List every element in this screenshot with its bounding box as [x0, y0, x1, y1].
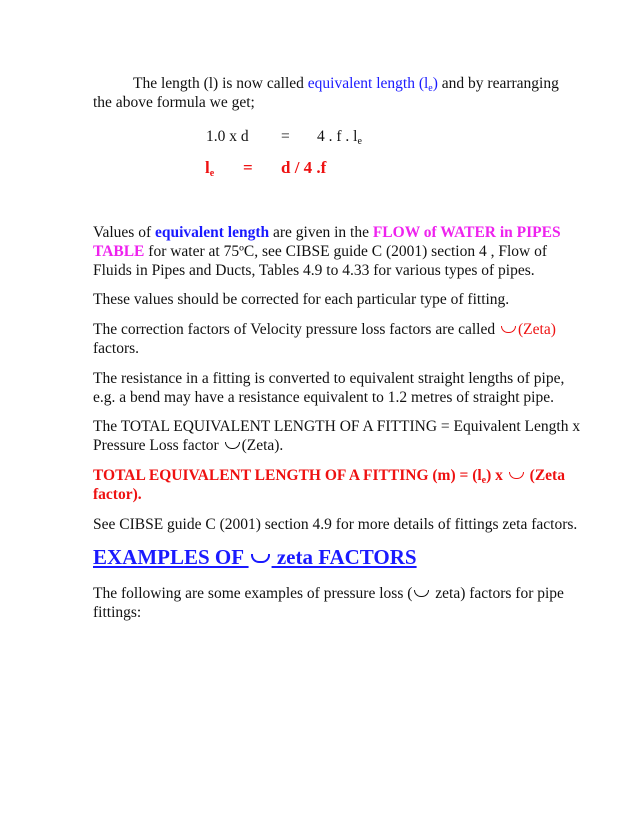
total-red-line-2: factor). — [93, 486, 142, 503]
intro-text: The length (l) is now called — [133, 75, 308, 92]
following-text-end: zeta) factors for pipe — [431, 585, 564, 602]
see-cibse-line: See CIBSE guide C (2001) section 4.9 for more details of fittings zeta factors. — [93, 516, 578, 533]
formula2-rhs: d / 4 .f — [281, 158, 327, 177]
zeta-term — [499, 321, 556, 338]
zeta-label: (Zeta) — [518, 321, 556, 338]
correction-line-2: factors. — [93, 340, 140, 357]
formula1-equals: = — [281, 128, 290, 145]
zeta-icon — [509, 472, 524, 479]
formula2-lhs — [205, 158, 214, 179]
following-line-1 — [93, 584, 564, 604]
total-line-2-zeta: (Zeta). — [241, 437, 284, 454]
total-red-line-1 — [93, 466, 565, 491]
flow-table-title: FLOW of WATER in PIPES — [372, 224, 561, 241]
formula2-lhs-text: l — [205, 158, 210, 177]
resistance-line-2: e.g. a bend may have a resistance equivalent to 1.2 metres of straight pipe. — [93, 389, 554, 406]
zeta-icon — [251, 554, 270, 563]
equivalent-length-bold: equivalent length — [155, 224, 270, 241]
formula1-rhs-text: 4 . f . l — [317, 128, 358, 145]
formula1-subscript: e — [357, 136, 362, 147]
total-red-subscript: e — [481, 475, 487, 486]
equivalent-length-term — [308, 75, 438, 92]
values-line-2 — [93, 242, 547, 262]
total-red-zeta: (Zeta — [525, 467, 565, 484]
intro-text-end: and by rearranging — [437, 75, 559, 92]
correction-line-1 — [93, 320, 556, 340]
correction-text: The correction factors of Velocity pressure loss factors are called — [93, 321, 499, 338]
total-red-text: TOTAL EQUIVALENT LENGTH OF A FITTING (m) = (l — [93, 467, 482, 484]
formula1-rhs — [317, 127, 362, 152]
following-text: The following are some examples of pressure loss ( — [93, 585, 413, 602]
total-line-2-text: Pressure Loss factor — [93, 437, 223, 454]
zeta-icon — [501, 326, 516, 333]
values-pre: Values of — [93, 224, 155, 241]
values-line-3: Fluids in Pipes and Ducts, Tables 4.9 to 4.33 for various types of pipes. — [93, 262, 535, 279]
total-red-mid: ) x — [486, 467, 507, 484]
formula2-subscript: e — [209, 168, 215, 179]
term-text: equivalent length (l — [307, 75, 429, 92]
term-close: ) — [432, 75, 438, 92]
resistance-line-1: The resistance in a fitting is converted to equivalent straight lengths of pipe, — [93, 370, 565, 387]
zeta-icon — [414, 590, 429, 597]
examples-heading — [93, 545, 417, 570]
corrected-line: These values should be corrected for each particular type of fitting. — [93, 291, 510, 308]
intro-line-2: the above formula we get; — [93, 94, 255, 111]
formula1-lhs: 1.0 x d — [206, 128, 249, 145]
heading-post: zeta FACTORS — [271, 545, 417, 569]
heading-pre: EXAMPLES OF — [93, 545, 249, 569]
values-mid: are given in the — [269, 224, 373, 241]
subscript-e: e — [428, 83, 433, 94]
total-line-2 — [93, 436, 283, 456]
values-post: for water at 75ºC, see CIBSE guide C (2001) section 4 , Flow of — [144, 243, 547, 260]
following-line-2: fittings: — [93, 604, 142, 621]
formula2-equals: = — [243, 158, 253, 177]
values-line-1 — [93, 223, 561, 243]
zeta-icon — [225, 442, 240, 449]
flow-table-title-end: TABLE — [93, 243, 145, 260]
total-line-1: The TOTAL EQUIVALENT LENGTH OF A FITTING = Equivalent Length x — [93, 418, 581, 435]
